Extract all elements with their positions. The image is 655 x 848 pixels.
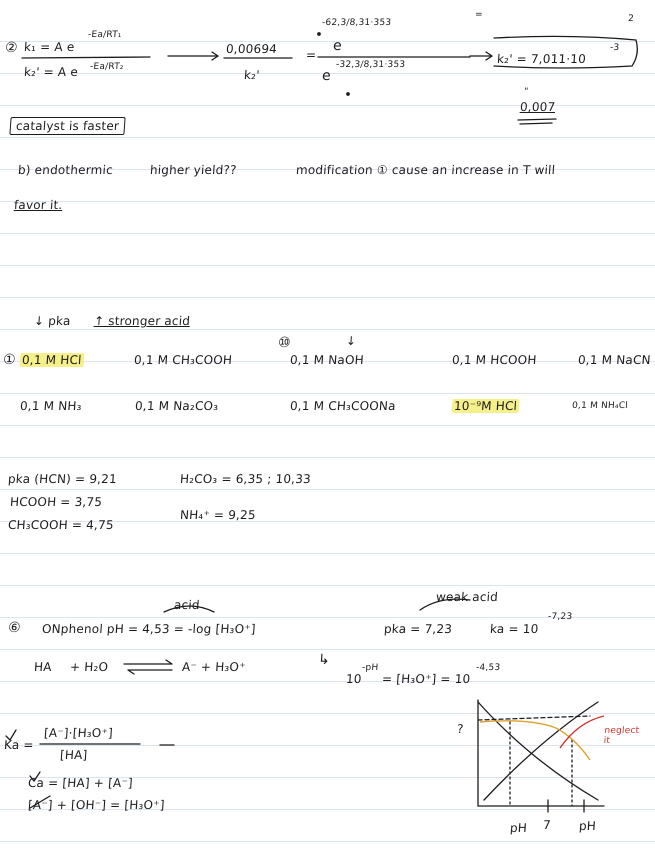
q6-axis-ph-second: pH [578,819,597,833]
q6-check-mark [6,730,16,740]
q2-approx-underline [518,119,556,124]
q2-rhs-denominator: e [321,68,332,84]
q6-weak-acid-arch [420,599,470,610]
q2-dot [318,33,320,35]
q6-circle-number: ⑥ [7,620,22,636]
q2-result: k₂' = 7,011·10 [496,52,587,66]
q6-forward-arrow [124,660,172,664]
pka-row2-item: 0,1 M NH₄Cl [571,401,629,411]
pka-value-h2co3: H₂CO₃ = 6,35 ; 10,33 [179,472,312,486]
qb-modification: modification ① cause an increase in T will [295,163,556,177]
q2-rhs-den-exponent: -32,3/8,31·353 [335,60,406,70]
q6-graph-question-mark: ? [456,722,465,736]
q2-k2-exponent: -Ea/RT₂ [89,62,124,72]
q6-axis-seven: 7 [542,818,552,832]
q2-circle-number: ② [4,40,19,56]
q2-rhs-numerator: e [332,38,343,54]
q6-weak-acid-label: weak acid [435,590,499,604]
q6-pka: pka = 7,23 [383,622,453,636]
pka-row2-item: 0,1 M Na₂CO₃ [134,399,219,413]
q6-check-mark [30,772,40,781]
q6-pow-ten-exponent: -pH [361,663,379,673]
q2-result-exponent: -3 [609,43,620,53]
pka-circle-one: ① [2,352,17,368]
q2-k2: k₂' = A e [23,65,79,79]
q2-approx-value: 0,007 [519,100,556,114]
q6-ka: ka = 10 [489,622,539,636]
graph-increasing-curve [484,702,598,800]
q6-reaction-water: + H₂O [69,660,109,674]
q2-k1: k₁ = A e [23,40,75,54]
pka-row1-item: 0,1 M NaCN [577,353,652,367]
pka-circle-ten: ⑩ [277,335,292,351]
q2-arrow [168,52,218,60]
q2-top-equals: = [474,10,484,20]
q6-axis-ph-first: pH [509,821,528,835]
q2-catalyst-note: catalyst is faster [9,117,125,135]
q6-ka-numerator: [A⁻]·[H₃O⁺] [43,726,114,740]
q6-reverse-arrow [128,670,172,674]
q6-ca-balance: Ca = [HA] + [A⁻] [27,776,134,790]
pka-row1-item: 0,1 M CH₃COOH [133,353,233,367]
pka-stronger-acid-note: ↑ stronger acid [93,314,191,328]
q6-ka-exponent: -7,23 [547,612,573,622]
pka-tiny-hcl-highlighted: 10⁻⁹M HCl [453,399,518,413]
page-number: 2 [627,14,635,24]
graph-orange-curve [480,721,590,760]
pka-hcl-highlighted: 0,1 M HCl [21,353,83,367]
q6-arrow-down: ↳ [317,652,331,668]
q6-strike-mark [30,796,50,808]
pka-value-hcn: pka (HCN) = 9,21 [7,472,118,486]
q6-acid-arch [164,606,214,612]
q6-concentration-exponent: -4,53 [475,663,501,673]
pka-value-ch3cooh: CH₃COOH = 4,75 [7,518,115,532]
pka-value-nh4: NH₄⁺ = 9,25 [179,508,257,522]
qb-higher-yield: higher yield?? [149,163,238,177]
pka-row1-item: 0,1 M NaOH [289,353,365,367]
q6-phenol-line: ONphenol pH = 4,53 = -log [H₃O⁺] [41,622,257,636]
q6-reaction-products: A⁻ + H₃O⁺ [181,660,247,674]
q2-rhs-num-exponent: -62,3/8,31·353 [321,18,392,28]
q6-charge-balance: [A⁻] + [OH⁻] = [H₃O⁺] [27,798,166,812]
q2-mid-numerator: 0,00694 [225,42,278,56]
q2-approx-mark: " [523,87,529,97]
pka-arrow-down: ↓ [345,334,357,348]
q2-result-box [494,36,637,68]
q6-acid-label: acid [173,598,201,612]
q6-pow-ten: 10 [345,672,363,686]
q6-concentration: = [H₃O⁺] = 10 [381,672,471,686]
q2-result-arrow [470,52,492,60]
pka-row2-item: 0,1 M NH₃ [19,399,83,413]
pka-decrease-note: ↓ pka [33,314,72,328]
qb-endothermic: b) endothermic [17,163,114,177]
q6-reaction-ha: HA [33,660,53,674]
q2-mid-denominator: k₂' [243,68,261,82]
graph-red-curve [560,716,604,748]
q2-k-fraction-line [22,57,150,58]
qb-favor-it: favor it. [13,198,63,212]
q6-neglect-note: neglect it [603,726,640,746]
q2-dot [347,93,349,95]
pka-row2-item: 0,1 M CH₃COONa [289,399,397,413]
q2-k1-exponent: -Ea/RT₁ [87,30,122,40]
q6-distribution-graph [478,700,604,812]
pka-value-hcooh: HCOOH = 3,75 [9,495,103,509]
q2-equals: = [305,48,317,62]
q6-ka-lhs: Ka = [3,738,35,752]
pka-row1-item: 0,1 M HCOOH [451,353,538,367]
q6-ka-denominator: [HA] [59,748,88,762]
